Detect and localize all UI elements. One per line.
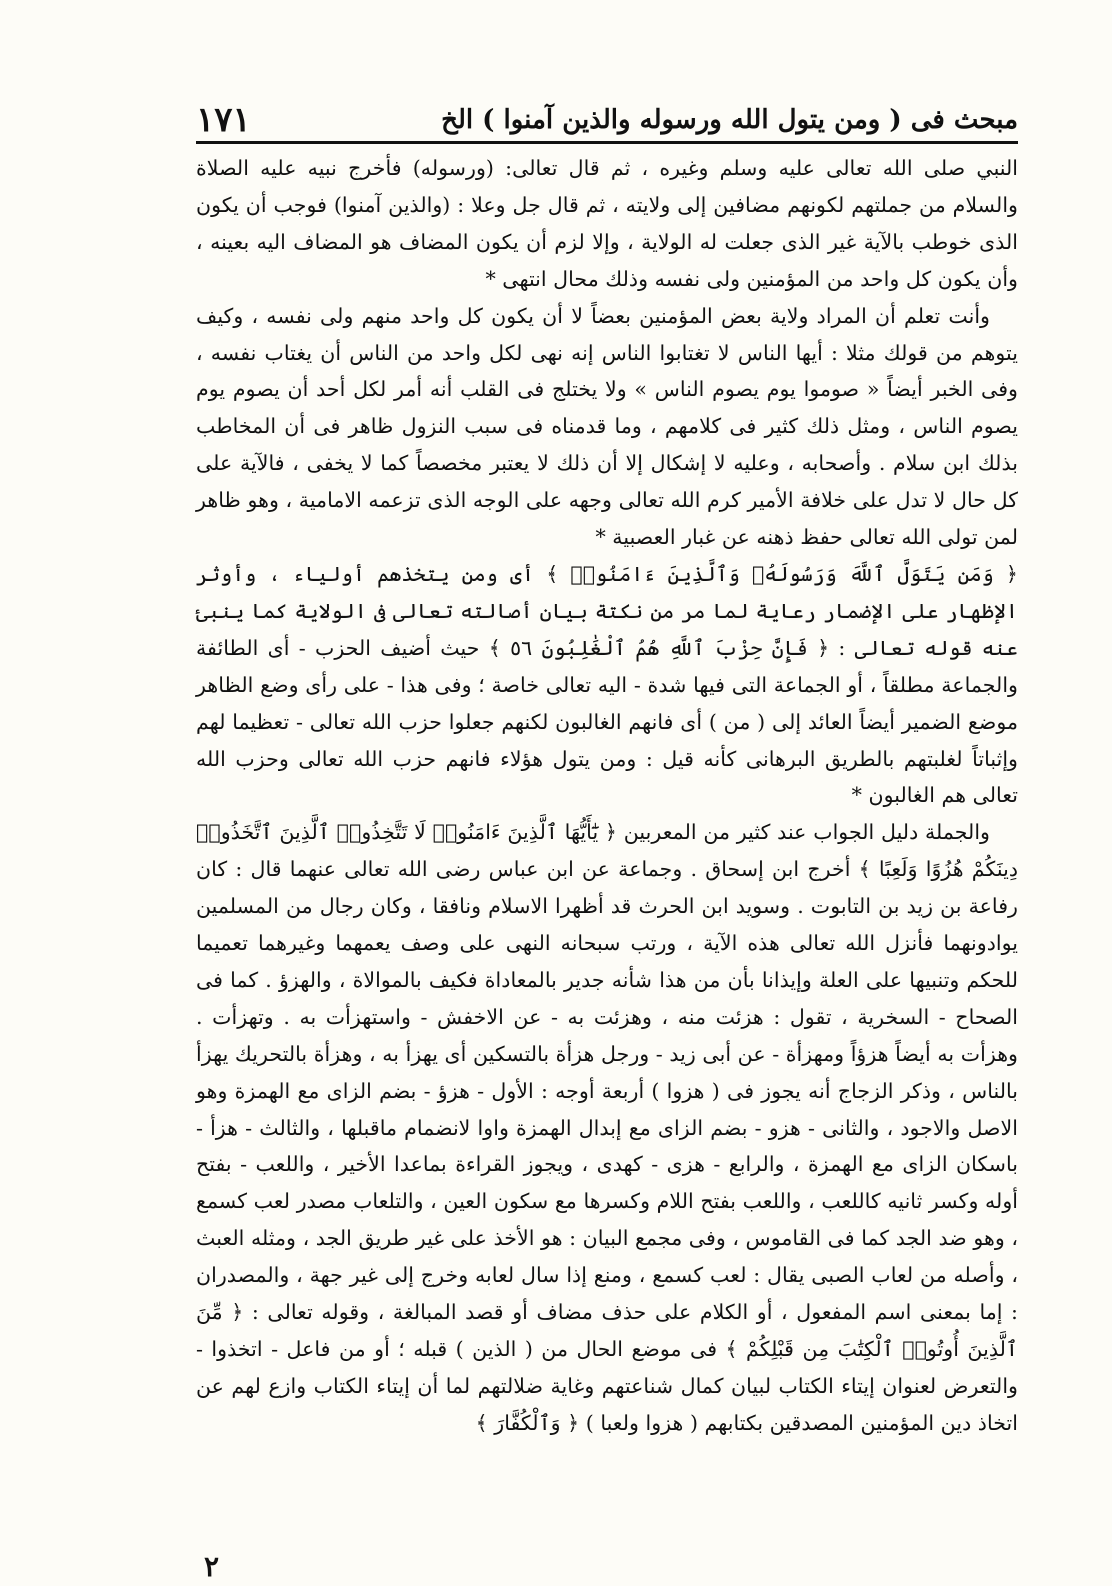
body-text	[196, 150, 1018, 1442]
paragraph: وأنت تعلم أن المراد ولاية بعض المؤمنين بعضاً لا أن يكون كل واحد منهم ولى نفسه ، وكيف يتوهم من قولك مثلا : أيها الناس لا تغتابوا الناس إنه نهى لكل واحد من الناس أن يغتاب نفسه ، وفى الخبر أيضاً « صوموا يوم يصوم الناس » ولا يختلج فى القلب أنه أمر لكل أحد أن يصوم يوم يصوم الناس ، ومثل ذلك كثير فى كلامهم ، وما قدمناه فى سبب النزول ظاهر فى أن المخاطب بذلك ابن سلام . وأصحابه ، وعليه لا إشكال إلا أن ذلك لا يعتبر مخصصاً كما لا يخفى ، فالآية على كل حال لا تدل على خلافة الأمير كرم الله تعالى وجهه على الوجه الذى تزعمه الامامية ، وهو ظاهر لمن تولى الله تعالى حفظ ذهنه عن غبار العصبية *	[196, 303, 1018, 550]
page-header	[196, 96, 1018, 144]
header-rule	[196, 141, 1018, 144]
paragraph: ﴿ وَمَن يَتَوَلَّ ٱللَّهَ وَرَسُولَهُۥ وَٱلَّذِينَ ءَامَنُوا۟ ﴾ أى ومن يتخذهم أولياء ، وأوثر الإظهار على الإضمار رعاية لما مر من نكتة بيان أصالته تعالى فى الولاية كما ينبئ عنه قوله تعالى : ﴿ فَإِنَّ حِزْبَ ٱللَّهِ هُمُ ٱلْغَٰلِبُونَ ٥٦ ﴾ حيث أضيف الحزب - أى الطائفة والجماعة مطلقاً ، أو الجماعة التى فيها شدة - اليه تعالى خاصة ؛ وفى هذا - على رأى وضع الظاهر موضع الضمير أيضاً العائد إلى ( من ) أى فانهم الغالبون لكنهم جعلوا حزب الله تعالى - تعظيما لهم وإثباتاً لغلبتهم بالطريق البرهانى كأنه قيل : ومن يتول هؤلاء فانهم حزب الله تعالى وحزب الله تعالى هم الغالبون *	[196, 561, 1018, 808]
paragraph: النبي صلى الله تعالى عليه وسلم وغيره ، ثم قال تعالى: (ورسوله) فأخرج نبيه عليه الصلاة والسلام من جملتهم لكونهم مضافين إلى ولايته ، ثم قال جل وعلا : (والذين آمنوا) فوجب أن يكون الذى خوطب بالآية غير الذى جعلت له الولاية ، وإلا لزم أن يكون المضاف هو المضاف اليه بعينه ، وأن يكون كل واحد من المؤمنين ولى نفسه وذلك محال انتهى *	[196, 156, 1018, 291]
signature-mark: ٢	[204, 1550, 220, 1583]
running-title: مبحث فى ( ومن يتول الله ورسوله والذين آمنوا ) الخ	[441, 105, 1018, 135]
page-number: ١٧١	[196, 100, 251, 140]
paragraph: والجملة دليل الجواب عند كثير من المعربين ﴿ يَٰٓأَيُّهَا ٱلَّذِينَ ءَامَنُوا۟ لَا تَتَّخِذُوا۟ ٱلَّذِينَ ٱتَّخَذُوا۟ دِينَكُمْ هُزُوًا وَلَعِبًا ﴾ أخرج ابن إسحاق . وجماعة عن ابن عباس رضى الله تعالى عنهما قال : كان رفاعة بن زيد بن التابوت . وسويد ابن الحرث قد أظهرا الاسلام ونافقا ، وكان رجال من المسلمين يوادونهما فأنزل الله تعالى هذه الآية ، ورتب سبحانه النهى على وصف يعمهما وغيرهما تعميما للحكم وتنبيها على العلة وإيذانا بأن من هذا شأنه جدير بالمعاداة فكيف بالموالاة ، والهزؤ . كما فى الصحاح - السخرية ، تقول : هزئت منه ، وهزئت به - عن الاخفش - واستهزأت به . وتهزأت . وهزأت به أيضاً هزؤاً ومهزأة - عن أبى زيد - ورجل هزأة بالتسكين أى يهزأ به ، وهزأة بالتحريك يهزأ بالناس ، وذكر الزجاج أنه يجوز فى ( هزوا ) أربعة أوجه : الأول - هزؤ - بضم الزاى مع الهمزة وهو الاصل والاجود ، والثانى - هزو - بضم الزاى مع إبدال الهمزة واوا لانضمام ماقبلها ، والثالث - هزأ - باسكان الزاى مع الهمزة ، والرابع - هزى - كهدى ، ويجوز القراءة بماعدا الأخير ، واللعب - بفتح أوله وكسر ثانيه كاللعب ، واللعب بفتح اللام وكسرها مع سكون العين ، والتلعاب مصدر لعب كسمع ، وهو ضد الجد كما فى القاموس ، وفى مجمع البيان : هو الأخذ على غير طريق الجد ، ومثله العبث ، وأصله من لعاب الصبى يقال : لعب كسمع ، ومنع إذا سال لعابه وخرج إلى غير جهة ، والمصدران : إما بمعنى اسم المفعول ، أو الكلام على حذف مضاف أو قصد المبالغة ، وقوله تعالى : ﴿ مِّنَ ٱلَّذِينَ أُوتُوا۟ ٱلْكِتَٰبَ مِن قَبْلِكُمْ ﴾ فى موضع الحال من ( الذين ) قبله ؛ أو من فاعل - اتخذوا - والتعرض لعنوان إيتاء الكتاب لبيان كمال شناعتهم وغاية ضلالتهم لما أن إيتاء الكتاب وازع لهم عن اتخاذ دين المؤمنين المصدقين بكتابهم ( هزوا ولعبا ) ﴿ وَٱلْكُفَّارَ ﴾	[196, 820, 1018, 1435]
